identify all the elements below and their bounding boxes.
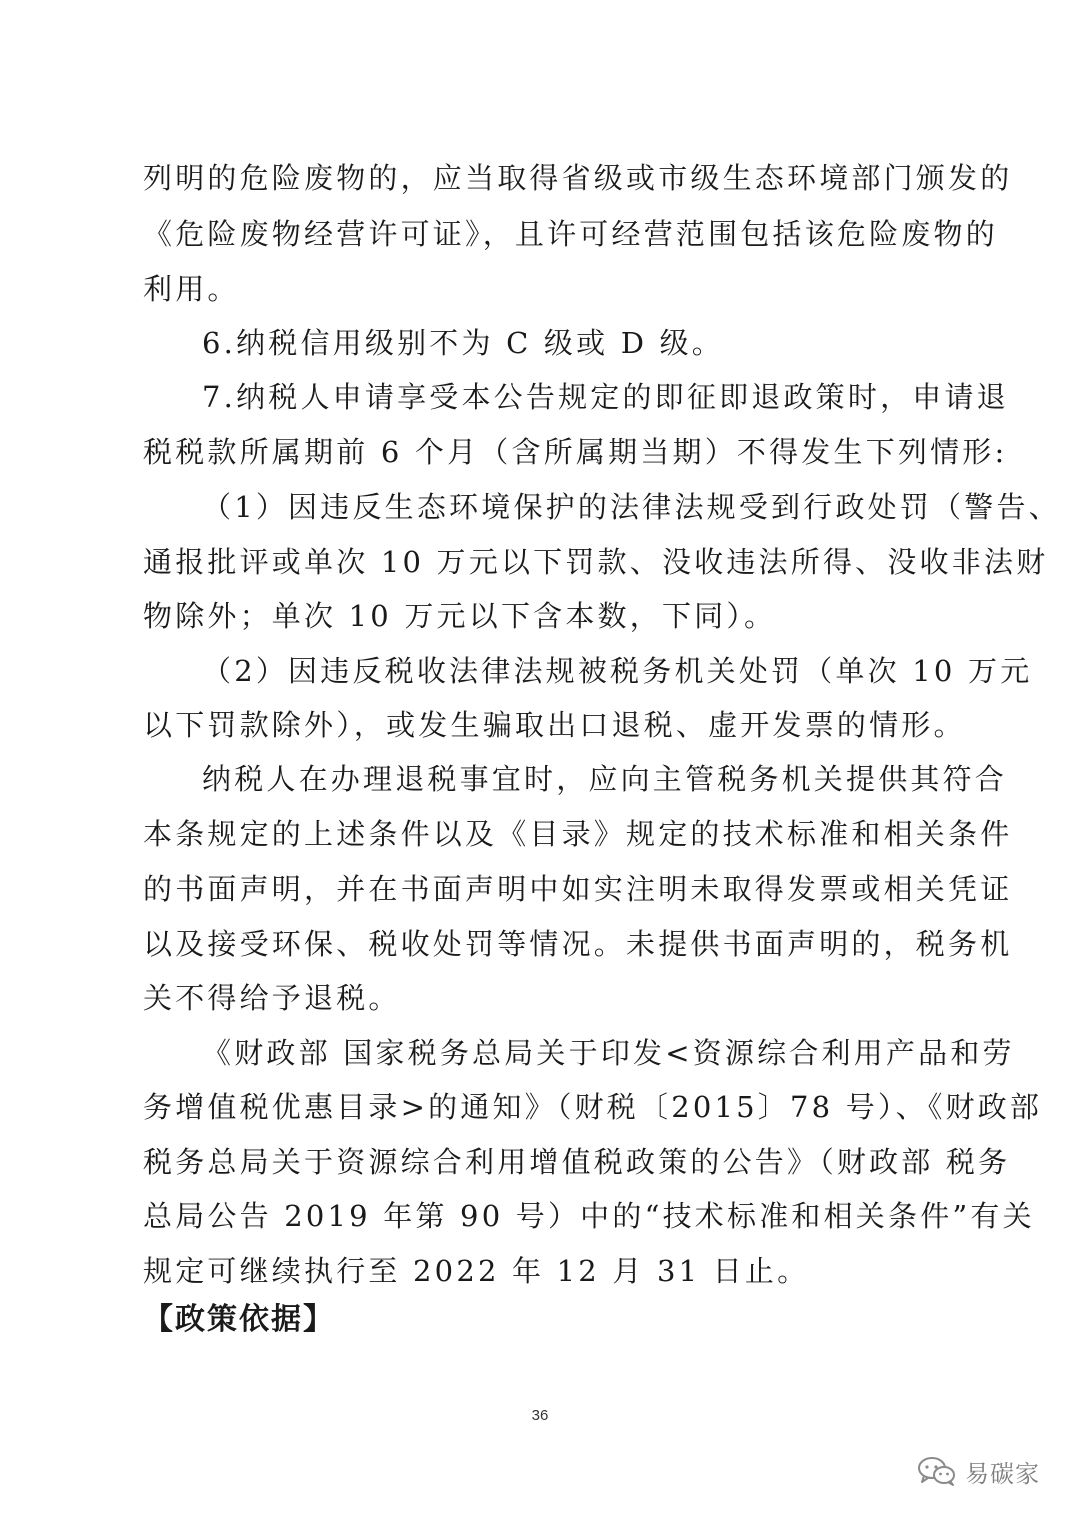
text-line: 列明的危险废物的，应当取得省级或市级生态环境部门颁发的 [143, 161, 1013, 195]
text-line: 本条规定的上述条件以及《目录》规定的技术标准和相关条件 [143, 817, 1013, 851]
section-heading: 【政策依据】 [143, 1302, 335, 1337]
text-line: 关不得给予退税。 [143, 981, 401, 1015]
text-line: 以下罚款除外），或发生骗取出口退税、虚开发票的情形。 [143, 708, 966, 742]
text-line: 物除外；单次 10 万元以下含本数，下同）。 [143, 599, 777, 633]
text-line: 纳税人在办理退税事宜时，应向主管税务机关提供其符合 [202, 762, 1008, 796]
text-line: 《危险废物经营许可证》，且许可经营范围包括该危险废物的 [143, 217, 998, 251]
text-line: 税务总局关于资源综合利用增值税政策的公告》（财政部 税务 [143, 1145, 1011, 1179]
watermark-label: 易碳家 [965, 1459, 1040, 1488]
text-line: 通报批评或单次 10 万元以下罚款、没收违法所得、没收非法财 [143, 545, 1049, 579]
watermark [917, 1450, 1040, 1492]
text-line: 6.纳税信用级别不为 C 级或 D 级。 [202, 326, 724, 360]
page-number: 36 [531, 1407, 549, 1424]
text-line: 总局公告 2019 年第 90 号）中的“技术标准和相关条件”有关 [143, 1199, 1035, 1233]
wechat-icon [917, 1456, 957, 1486]
text-line: （2）因违反税收法律法规被税务机关处罚（单次 10 万元 [202, 654, 1033, 688]
text-line: 以及接受环保、税收处罚等情况。未提供书面声明的，税务机 [143, 927, 1013, 961]
text-line: 《财政部 国家税务总局关于印发<资源综合利用产品和劳 [202, 1036, 1015, 1070]
text-line: 务增值税优惠目录>的通知》（财税〔2015〕78 号）、《财政部 [143, 1090, 1043, 1124]
text-line: 的书面声明，并在书面声明中如实注明未取得发票或相关凭证 [143, 872, 1013, 906]
text-line: 税税款所属期前 6 个月（含所属期当期）不得发生下列情形: [143, 435, 1008, 469]
text-line: 利用。 [143, 272, 240, 306]
text-line: 规定可继续执行至 2022 年 12 月 31 日止。 [143, 1254, 810, 1288]
text-line: 7.纳税人申请享受本公告规定的即征即退政策时，申请退 [202, 380, 1009, 414]
text-line: （1）因违反生态环境保护的法律法规受到行政处罚（警告、 [202, 490, 1061, 524]
